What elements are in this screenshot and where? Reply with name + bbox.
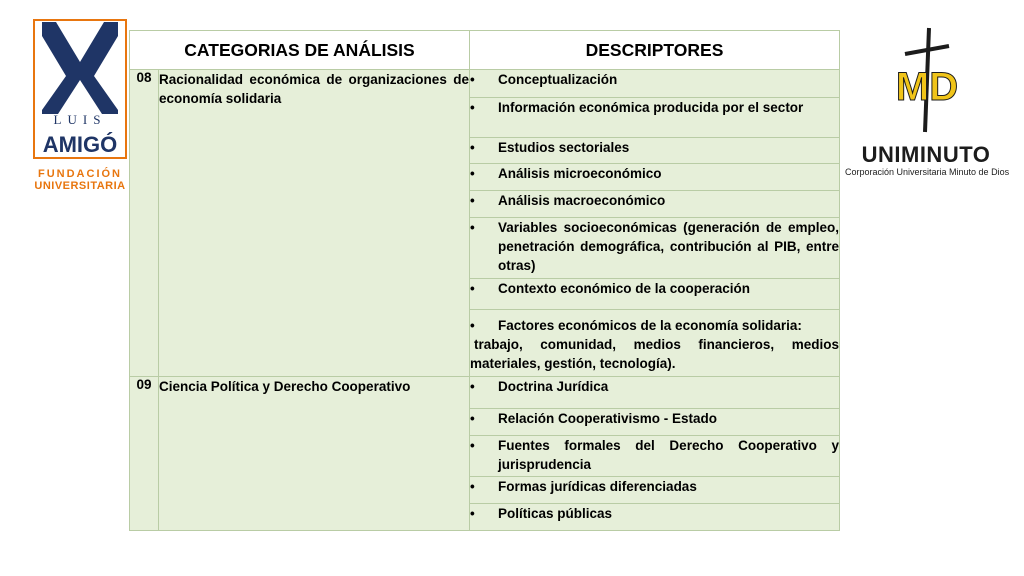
descriptor-text: Factores económicos de la economía solidaria: — [498, 318, 802, 333]
bullet-icon: • — [470, 281, 475, 296]
md-mark: MD — [895, 65, 959, 109]
descriptor-cell — [470, 377, 840, 409]
header-categorias: CATEGORIAS DE ANÁLISIS — [130, 31, 470, 70]
descriptor-text: Conceptualización — [498, 72, 618, 87]
bullet-icon: • — [470, 140, 475, 155]
uniminuto-logo — [845, 24, 1010, 184]
bullet-icon: • — [470, 479, 475, 494]
luis-amigo-caption — [32, 168, 128, 192]
descriptor-text: Análisis macroeconómico — [498, 193, 666, 208]
descriptor-cell — [470, 98, 840, 138]
row-number: 09 — [130, 377, 159, 531]
descriptor-cell — [470, 436, 840, 477]
bullet-icon: • — [470, 100, 475, 115]
amigo-text: AMIGÓ — [42, 132, 118, 157]
luis-amigo-emblem — [32, 18, 128, 168]
descriptor-cell — [470, 164, 840, 191]
fundacion-text: FUNDACIÓN — [38, 168, 122, 180]
bullet-icon: • — [470, 72, 475, 87]
luis-text: LUIS — [53, 112, 107, 127]
category-cell: Racionalidad económica de organizaciones de economía solidaria — [159, 70, 470, 377]
universitaria-text: UNIVERSITARIA — [34, 180, 126, 192]
descriptor-cell — [470, 504, 840, 531]
bullet-icon: • — [470, 438, 475, 453]
descriptor-extra-text: trabajo, comunidad, medios financieros, medios materiales, gestión, tecnología). — [470, 337, 839, 371]
uniminuto-emblem — [845, 24, 1007, 142]
descriptor-cell — [470, 310, 840, 377]
luis-amigo-logo — [32, 18, 128, 194]
descriptor-text: Información económica producida por el sector — [498, 100, 804, 115]
bullet-icon: • — [470, 379, 475, 394]
descriptor-cell — [470, 138, 840, 164]
table-header-row — [130, 31, 840, 70]
descriptor-text: Fuentes formales del Derecho Cooperativo y jurisprudencia — [498, 438, 839, 472]
bullet-icon: • — [470, 506, 475, 521]
table-row — [130, 377, 840, 409]
descriptor-text: Doctrina Jurídica — [498, 379, 609, 394]
header-descriptores: DESCRIPTORES — [470, 31, 840, 70]
descriptor-text: Estudios sectoriales — [498, 140, 630, 155]
uniminuto-subtitle: Corporación Universitaria Minuto de Dios — [845, 167, 1010, 177]
descriptor-cell — [470, 477, 840, 504]
descriptor-cell — [470, 70, 840, 98]
descriptor-cell — [470, 218, 840, 279]
uniminuto-name: UNIMINUTO — [861, 142, 991, 167]
bullet-icon: • — [470, 220, 475, 235]
table-row — [130, 70, 840, 98]
bullet-icon: • — [470, 166, 475, 181]
descriptor-text: Relación Cooperativismo - Estado — [498, 411, 718, 426]
category-cell: Ciencia Política y Derecho Cooperativo — [159, 377, 470, 531]
bullet-icon: • — [470, 318, 475, 333]
row-number: 08 — [130, 70, 159, 377]
categories-table — [129, 30, 840, 531]
bullet-icon: • — [470, 193, 475, 208]
descriptor-text: Formas jurídicas diferenciadas — [498, 479, 697, 494]
descriptor-cell — [470, 279, 840, 310]
descriptor-text: Análisis microeconómico — [498, 166, 662, 181]
descriptor-text: Variables socioeconómicas (generación de empleo, penetración demográfica, contribución al PIB, entre otras) — [498, 220, 839, 273]
descriptor-cell — [470, 409, 840, 436]
descriptor-text: Contexto económico de la cooperación — [498, 281, 751, 296]
descriptor-cell — [470, 191, 840, 218]
bullet-icon: • — [470, 411, 475, 426]
descriptor-text: Políticas públicas — [498, 506, 613, 521]
